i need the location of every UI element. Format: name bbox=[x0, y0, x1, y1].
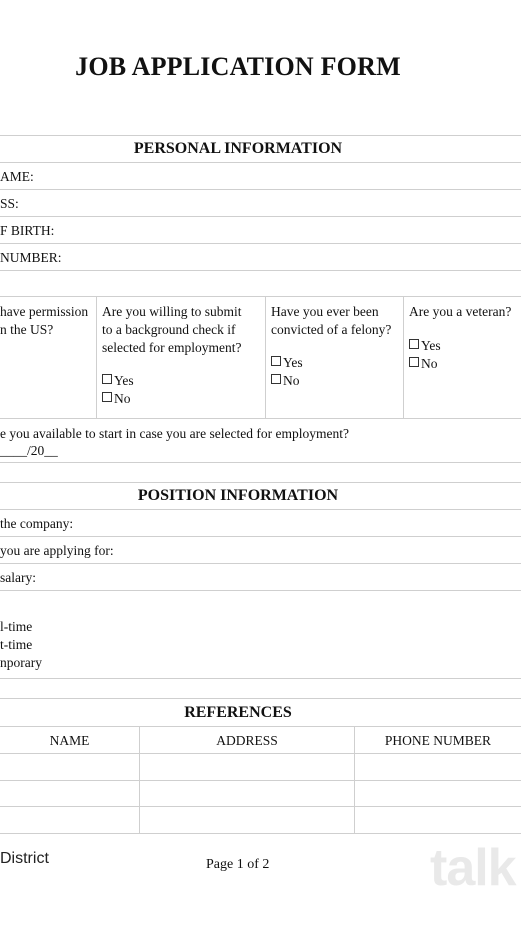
availability-date-field[interactable]: ____/20__ bbox=[0, 443, 58, 458]
work-permission-question: have permission n the US? bbox=[0, 304, 89, 337]
references-heading: REFERENCES bbox=[184, 704, 292, 721]
availability-question: e you available to start in case you are selected for employment? bbox=[0, 426, 349, 441]
divider bbox=[0, 243, 521, 244]
date-of-birth-field-label: F BIRTH: bbox=[0, 223, 55, 238]
part-time-option[interactable]: t-time bbox=[0, 637, 33, 652]
checkbox-icon bbox=[409, 339, 419, 349]
veteran-question: Are you a veteran? bbox=[409, 304, 512, 319]
column-divider bbox=[139, 726, 140, 833]
table-row bbox=[0, 780, 521, 781]
column-divider bbox=[265, 296, 266, 418]
divider bbox=[0, 216, 521, 217]
checkbox-icon bbox=[102, 374, 112, 384]
veteran-no-option[interactable] bbox=[409, 355, 438, 372]
divider bbox=[0, 509, 521, 510]
full-time-option[interactable]: l-time bbox=[0, 619, 33, 634]
option-label: No bbox=[283, 373, 300, 388]
checkbox-icon bbox=[102, 392, 112, 402]
temporary-option[interactable]: nporary bbox=[0, 655, 42, 670]
personal-info-heading: PERSONAL INFORMATION bbox=[133, 140, 343, 157]
background-check-question: Are you willing to submit to a background check if selected for employment? bbox=[102, 304, 242, 355]
company-field-label: the company: bbox=[0, 516, 74, 531]
references-address-header: ADDRESS bbox=[216, 733, 278, 748]
veteran-yes-option[interactable] bbox=[409, 337, 441, 354]
page-number: Page 1 of 2 bbox=[206, 857, 270, 872]
table-row bbox=[0, 753, 521, 754]
column-divider bbox=[403, 296, 404, 418]
option-label: Yes bbox=[421, 338, 441, 353]
checkbox-icon bbox=[271, 374, 281, 384]
checkbox-icon bbox=[271, 356, 281, 366]
divider bbox=[0, 462, 521, 463]
option-label: Yes bbox=[114, 373, 134, 388]
divider bbox=[0, 726, 521, 727]
divider bbox=[0, 482, 521, 483]
references-phone-header: PHONE NUMBER bbox=[384, 733, 492, 748]
checkbox-icon bbox=[409, 357, 419, 367]
felony-yes-option[interactable] bbox=[271, 354, 303, 371]
phone-number-field-label: NUMBER: bbox=[0, 250, 62, 265]
address-field-label: SS: bbox=[0, 196, 19, 211]
table-row bbox=[0, 806, 521, 807]
option-label: No bbox=[114, 391, 131, 406]
divider bbox=[0, 563, 521, 564]
divider bbox=[0, 296, 521, 297]
column-divider bbox=[354, 726, 355, 833]
salary-field-label: salary: bbox=[0, 570, 36, 585]
divider bbox=[0, 536, 521, 537]
column-divider bbox=[96, 296, 97, 418]
footer-district-label: District bbox=[0, 850, 49, 867]
divider bbox=[0, 698, 521, 699]
position-info-heading: POSITION INFORMATION bbox=[137, 487, 339, 504]
felony-no-option[interactable] bbox=[271, 372, 300, 389]
divider bbox=[0, 418, 521, 419]
felony-question: Have you ever been convicted of a felony? bbox=[271, 304, 392, 337]
divider bbox=[0, 162, 521, 163]
divider bbox=[0, 270, 521, 271]
option-label: Yes bbox=[283, 355, 303, 370]
divider bbox=[0, 135, 521, 136]
name-field-label: AME: bbox=[0, 169, 34, 184]
option-label: No bbox=[421, 356, 438, 371]
references-name-header: NAME bbox=[49, 733, 90, 748]
divider bbox=[0, 678, 521, 679]
table-row bbox=[0, 833, 521, 834]
background-check-yes-option[interactable] bbox=[102, 372, 134, 389]
divider bbox=[0, 189, 521, 190]
position-applied-field-label: you are applying for: bbox=[0, 543, 114, 558]
watermark: talk bbox=[430, 839, 516, 897]
background-check-no-option[interactable] bbox=[102, 390, 131, 407]
divider bbox=[0, 590, 521, 591]
page-title: JOB APPLICATION FORM bbox=[75, 52, 401, 81]
